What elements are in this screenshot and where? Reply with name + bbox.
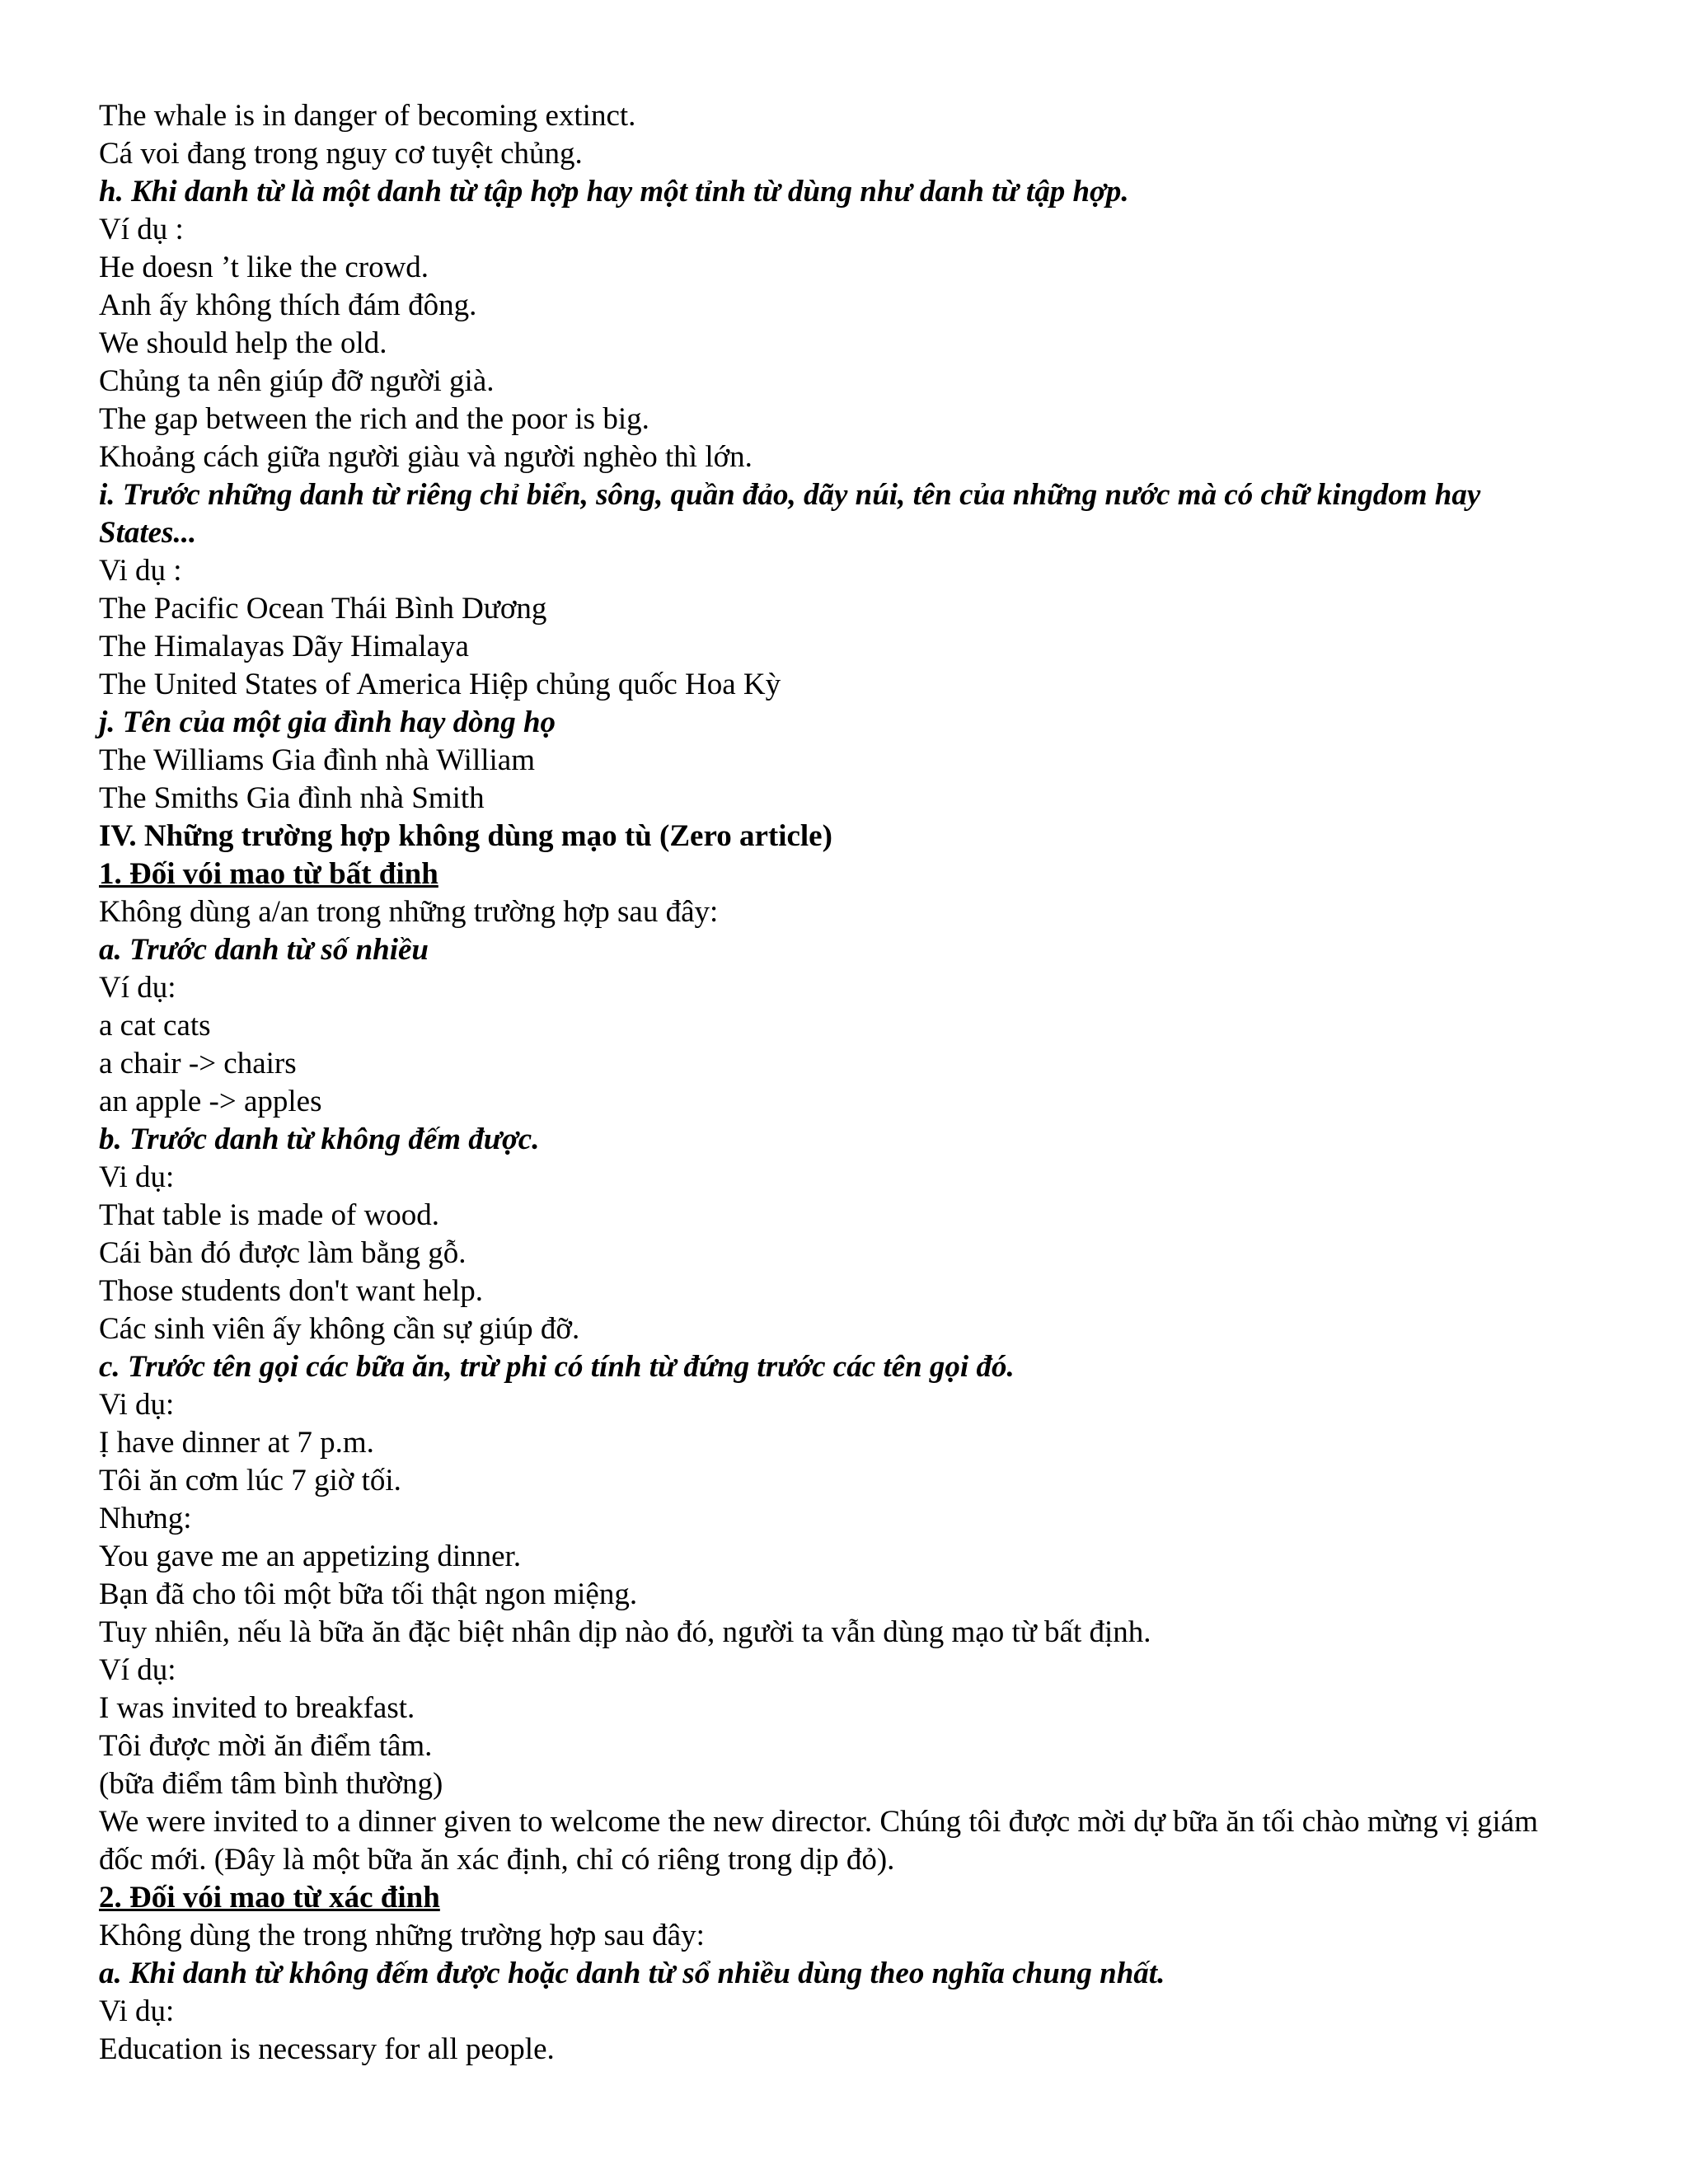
text-line: a chair -> chairs <box>99 1047 297 1080</box>
text-line: a cat cats <box>99 1009 211 1043</box>
chapter-heading: IV. Những trường hợp không dùng mạo tù (Zero article) <box>99 819 832 853</box>
text-line: Education is necessary for all people. <box>99 2032 555 2066</box>
text-line: Vi dụ: <box>99 1160 175 1194</box>
text-line: Tuy nhiên, nếu là bữa ăn đặc biệt nhân dịp nào đó, người ta vẫn dùng mạo từ bất định. <box>99 1615 1151 1649</box>
text-line: We were invited to a dinner given to welcome the new director. Chúng tôi được mời dự bữa ăn tối chào mừng vị giám đốc mới. (Đây là một bữa ăn xác định, chỉ có riêng trong dịp đỏ). <box>99 1805 1546 1877</box>
text-line: Ví dụ: <box>99 971 176 1005</box>
text-line: Nhưng: <box>99 1502 192 1535</box>
text-line: The Williams Gia đình nhà William <box>99 743 535 777</box>
section-heading: b. Trước danh từ không đếm được. <box>99 1122 540 1156</box>
text-line: I was invited to breakfast. <box>99 1691 415 1725</box>
text-line: The gap between the rich and the poor is big. <box>99 402 649 436</box>
text-line: Cá voi đang trong nguy cơ tuyệt chủng. <box>99 137 583 171</box>
text-line: Ị have dinner at 7 p.m. <box>99 1426 374 1460</box>
text-line: Không dùng the trong những trường hợp sau đây: <box>99 1919 705 1952</box>
text-line: The United States of America Hiệp chủng quốc Hoa Kỳ <box>99 668 781 701</box>
text-line: (bữa điểm tâm bình thường) <box>99 1767 443 1801</box>
text-line: Khoảng cách giữa người giàu và người nghèo thì lớn. <box>99 440 753 474</box>
text-line: The Himalayas Dãy Himalaya <box>99 630 469 663</box>
text-line: Ví dụ: <box>99 1653 176 1687</box>
text-line: Tôi ăn cơm lúc 7 giờ tối. <box>99 1464 401 1497</box>
section-heading: c. Trước tên gọi các bữa ăn, trừ phi có tính từ đứng trước các tên gọi đó. <box>99 1350 1015 1384</box>
text-line: He doesn ’t like the crowd. <box>99 251 429 284</box>
text-line: We should help the old. <box>99 326 387 360</box>
text-line: Không dùng a/an trong những trường hợp sau đây: <box>99 895 719 929</box>
text-line: an apple -> apples <box>99 1085 322 1118</box>
text-line: Các sinh viên ấy không cần sự giúp đỡ. <box>99 1312 580 1346</box>
text-line: The Pacific Ocean Thái Bình Dương <box>99 592 547 626</box>
document-page <box>99 97 1574 2069</box>
section-heading: h. Khi danh từ là một danh từ tập hợp hay một tỉnh từ dùng như danh từ tập hợp. <box>99 175 1129 209</box>
text-line: Cái bàn đó được làm bằng gỗ. <box>99 1236 467 1270</box>
text-line: The Smiths Gia đình nhà Smith <box>99 781 485 815</box>
text-line: Bạn đã cho tôi một bữa tối thật ngon miệng. <box>99 1577 638 1611</box>
text-line: Tôi được mời ăn điểm tâm. <box>99 1729 433 1763</box>
text-line: Anh ấy không thích đám đông. <box>99 288 477 322</box>
subsection-heading: 2. Đối vói mao từ xác đinh <box>99 1881 440 1915</box>
subsection-heading: 1. Đối vói mao từ bất đinh <box>99 857 438 891</box>
text-line: Those students don't want help. <box>99 1274 484 1308</box>
section-heading: j. Tên của một gia đình hay dòng họ <box>99 705 556 739</box>
text-line: You gave me an appetizing dinner. <box>99 1540 522 1573</box>
text-line: Vi dụ : <box>99 554 182 588</box>
text-line: Vi dụ: <box>99 1994 175 2028</box>
text-line: The whale is in danger of becoming extinct. <box>99 99 636 133</box>
text-line: Chủng ta nên giúp đỡ người già. <box>99 364 495 398</box>
text-line: That table is made of wood. <box>99 1198 440 1232</box>
section-heading: a. Trước danh từ số nhiều <box>99 933 429 967</box>
section-heading: a. Khi danh từ không đếm được hoặc danh từ sổ nhiều dùng theo nghĩa chung nhất. <box>99 1957 1165 1990</box>
text-line: Vi dụ: <box>99 1388 175 1422</box>
section-heading: i. Trước những danh từ riêng chỉ biển, sông, quần đảo, dãy núi, tên của những nước mà có chữ kingdom hay States... <box>99 478 1489 550</box>
text-line: Ví dụ : <box>99 213 184 246</box>
